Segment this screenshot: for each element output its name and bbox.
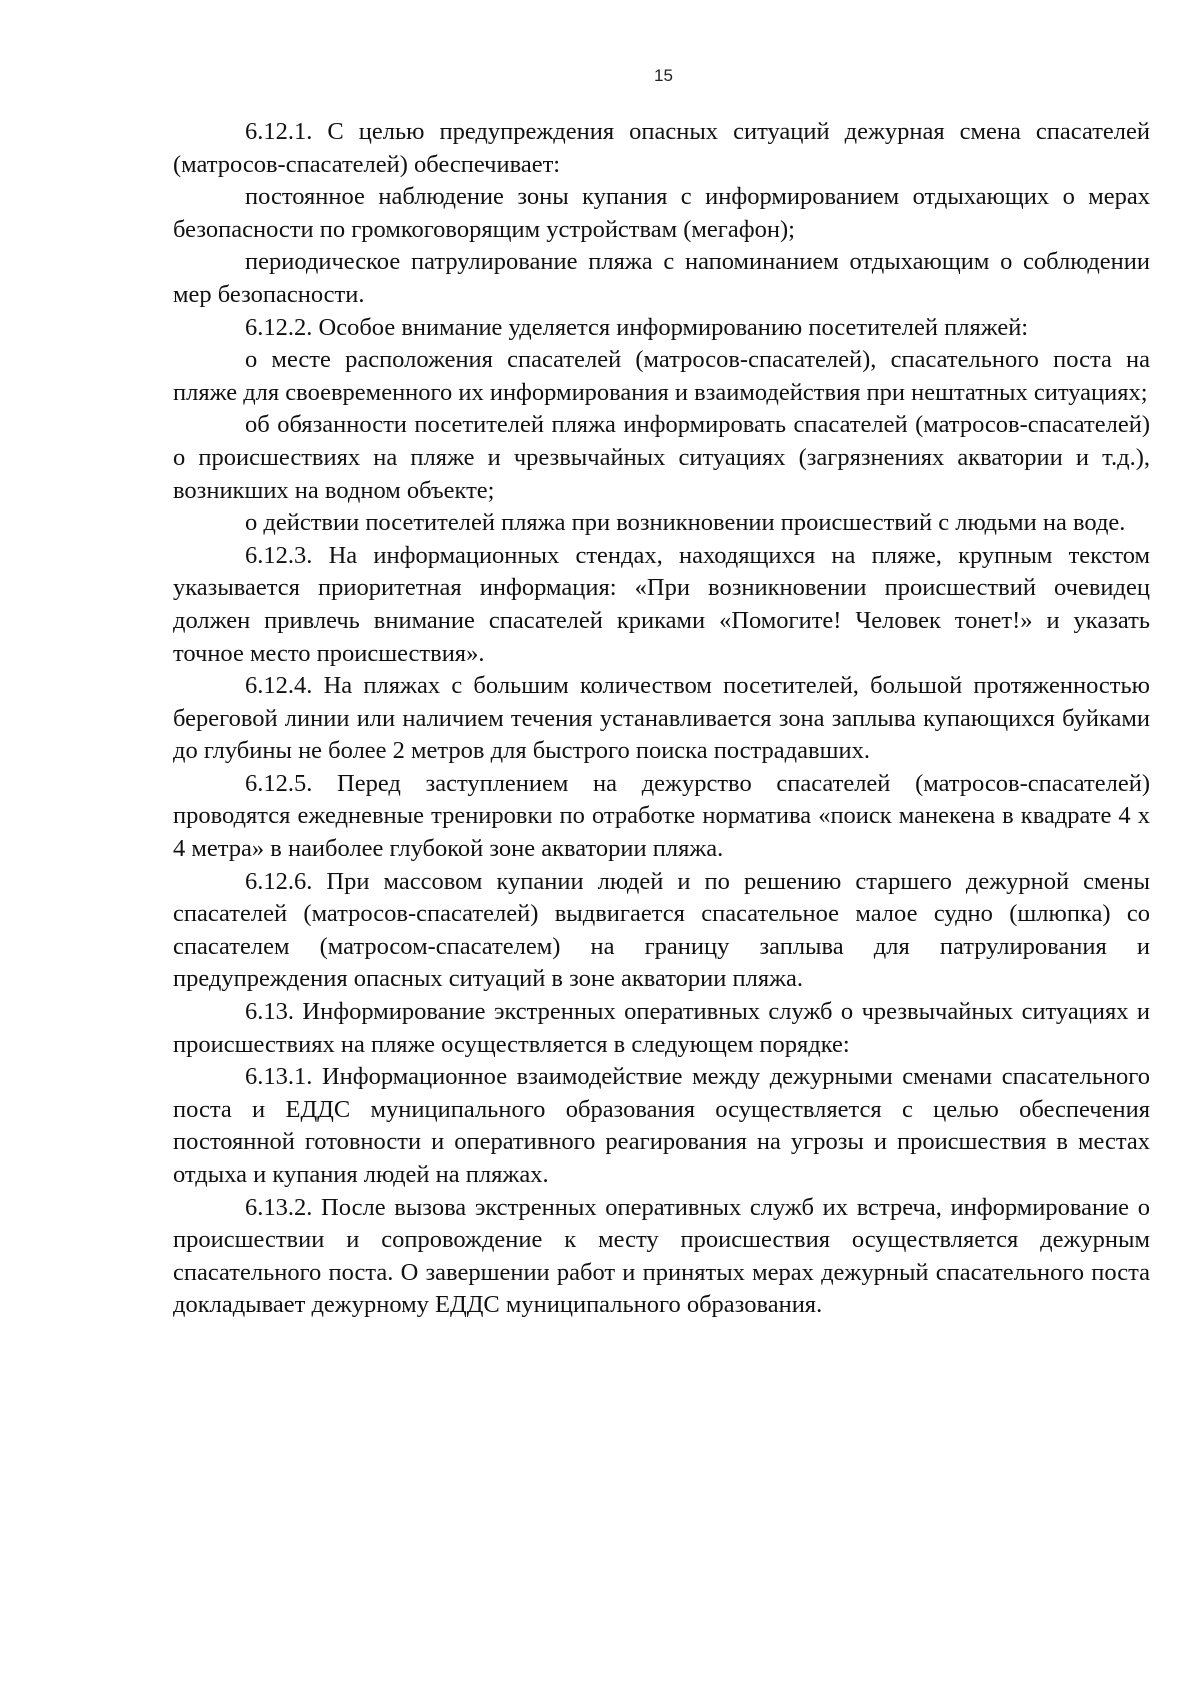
paragraph-6-12-5: 6.12.5. Перед заступлением на дежурство спасателей (матросов-спасателей) проводятся ежедневные тренировки по отработке норматива «поиск манекена в квадрате 4 х 4 метра» в наиболее глубокой зоне акватории пляжа. <box>173 769 1150 863</box>
paragraph-6-13-1: 6.13.1. Информационное взаимодействие между дежурными сменами спасательного поста и ЕДДС муниципального образования осуществляется с целью обеспечения постоянной готовности и оперативного реагирования на угрозы и происшествия в местах отдыха и купания людей на пляжах. <box>173 1063 1150 1188</box>
paragraph-list-item: об обязанности посетителей пляжа информировать спасателей (матросов-спасателей) о происшествиях на пляже и чрезвычайных ситуациях (загрязнениях акватории и т.д.), возникших на водном объекте; <box>173 411 1150 504</box>
paragraph-6-12-1: 6.12.1. С целью предупреждения опасных ситуаций дежурная смена спасателей (матросов-спасателей) обеспечивает: <box>173 118 1150 178</box>
paragraph-6-12-4: 6.12.4. На пляжах с большим количеством посетителей, большой протяженностью береговой линии или наличием течения устанавливается зона заплыва купающихся буйками до глубины не более 2 метров для быстрого поиска пострадавших. <box>173 672 1150 765</box>
paragraph-6-13: 6.13. Информирование экстренных оперативных служб о чрезвычайных ситуациях и происшествиях на пляже осуществляется в следующем порядке: <box>173 998 1150 1058</box>
paragraph-list-item: о действии посетителей пляжа при возникновении происшествий с людьми на воде. <box>245 509 1126 537</box>
paragraph-list-item: постоянное наблюдение зоны купания с информированием отдыхающих о мерах безопасности по громкоговорящим устройствам (мегафон); <box>173 183 1150 243</box>
document-body <box>173 116 1150 1322</box>
paragraph-list-item: периодическое патрулирование пляжа с напоминанием отдыхающим о соблюдении мер безопасности. <box>173 248 1150 308</box>
paragraph-6-12-3: 6.12.3. На информационных стендах, находящихся на пляже, крупным текстом указывается приоритетная информация: «При возникновении происшествий очевидец должен привлечь внимание спасателей криками «Помогите! Человек тонет!» и указать точное место происшествия». <box>173 541 1150 667</box>
paragraph-6-13-2: 6.13.2. После вызова экстренных оперативных служб их встреча, информирование о происшествии и сопровождение к месту происшествия осуществляется дежурным спасательного поста. О завершении работ и принятых мерах дежурный спасательного поста докладывает дежурному ЕДДС муниципального образования. <box>173 1193 1150 1319</box>
page-number: 15 <box>654 66 673 85</box>
paragraph-6-12-2: 6.12.2. Особое внимание уделяется информированию посетителей пляжей: <box>245 313 1029 341</box>
paragraph-6-12-6: 6.12.6. При массовом купании людей и по решению старшего дежурной смены спасателей (матросов-спасателей) выдвигается спасательное малое судно (шлюпка) со спасателем (матросом-спасателем) на границу заплыва для патрулирования и предупреждения опасных ситуаций в зоне акватории пляжа. <box>173 867 1150 993</box>
paragraph-list-item: о месте расположения спасателей (матросов-спасателей), спасательного поста на пляже для своевременного их информирования и взаимодействия при нештатных ситуациях; <box>173 346 1150 406</box>
